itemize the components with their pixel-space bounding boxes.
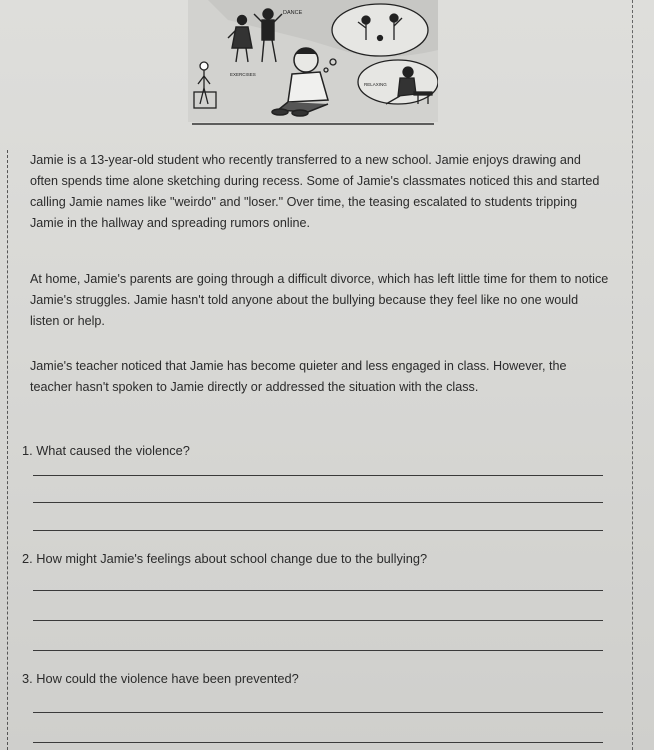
answer-line[interactable] (33, 620, 603, 621)
answer-line[interactable] (33, 530, 603, 531)
answer-line[interactable] (33, 650, 603, 651)
answer-line[interactable] (33, 502, 603, 503)
dance-label: DANCE (283, 10, 303, 16)
question-2: 2. How might Jamie's feelings about school change due to the bullying? (22, 551, 428, 566)
question-3: 3. How could the violence have been prevented? (22, 671, 299, 686)
story-paragraph-2: At home, Jamie's parents are going through a difficult divorce, which has left little time for them to notice Jamie's struggles. Jamie hasn't told anyone about the bullying because they feel like no one would listen or help. (30, 272, 609, 328)
right-dashed-border (632, 0, 633, 750)
question-1: 1. What caused the violence? (22, 443, 190, 458)
left-dashed-border (7, 150, 8, 750)
relaxing-label: RELAXING (364, 82, 387, 87)
answer-line[interactable] (33, 590, 603, 591)
answer-line[interactable] (33, 712, 603, 713)
story-paragraph-3: Jamie's teacher noticed that Jamie has become quieter and less engaged in class. However, the teacher hasn't spoken to Jamie directly or addressed the situation with the class. (30, 359, 567, 394)
exercises-label: EXERCISES (230, 72, 256, 77)
story-paragraph-1: Jamie is a 13-year-old student who recently transferred to a new school. Jamie enjoys drawing and often spends time alone sketching during recess. Some of Jamie's classmates noticed this and started calling Jamie names like "weirdo" and "loser." Over time, the teasing escalated to students tripping Jamie in the hallway and spreading rumors online. (30, 153, 600, 230)
answer-line[interactable] (33, 742, 603, 743)
story-illustration (188, 0, 438, 128)
answer-line[interactable] (33, 475, 603, 476)
